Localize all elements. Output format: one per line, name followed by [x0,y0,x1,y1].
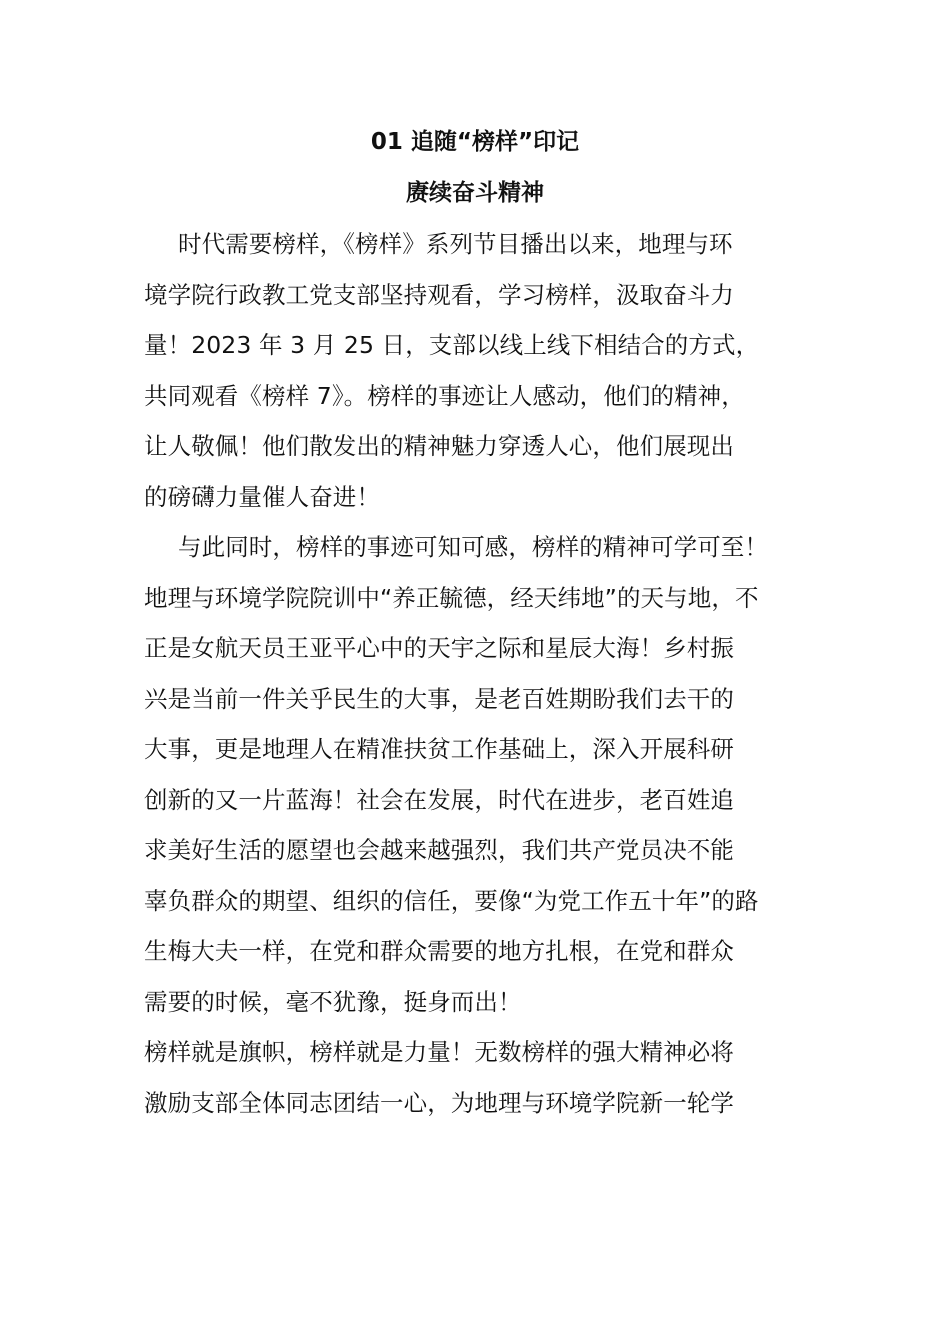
paragraph-3-line-1: 榜样就是旗帜，榜样就是力量！无数榜样的强大精神必将 [144,1038,734,1066]
paragraph-1-line-3: 量！2023 年 3 月 25 日，支部以线上线下相结合的方式， [144,331,760,359]
document-subtitle: 赓续奋斗精神 [406,180,544,206]
paragraph-2-line-8: 辜负群众的期望、组织的信任，要像“为党工作五十年”的路 [144,887,759,915]
paragraph-1-line-4: 共同观看《榜样 7》。榜样的事迹让人感动，他们的精神， [144,382,745,410]
paragraph-2-line-6: 创新的又一片蓝海！社会在发展，时代在进步，老百姓追 [144,786,734,814]
paragraph-1-line-1: 时代需要榜样，《榜样》系列节目播出以来，地理与环 [178,230,733,258]
paragraph-2-line-4: 兴是当前一件关乎民生的大事，是老百姓期盼我们去干的 [144,685,734,713]
paragraph-2-line-2: 地理与环境学院院训中“养正毓德，经天纬地”的天与地，不 [144,584,759,612]
document-title: 01 追随“榜样”印记 [370,129,580,155]
paragraph-1-line-6: 的磅礴力量催人奋进！ [144,483,380,511]
paragraph-2-line-3: 正是女航天员王亚平心中的天宇之际和星辰大海！乡村振 [144,634,734,662]
paragraph-1-line-5: 让人敬佩！他们散发出的精神魅力穿透人心，他们展现出 [144,432,734,460]
paragraph-2-line-7: 求美好生活的愿望也会越来越强烈，我们共产党员决不能 [144,836,734,864]
paragraph-2-line-5: 大事，更是地理人在精准扶贫工作基础上，深入开展科研 [144,735,734,763]
paragraph-2-line-9: 生梅大夫一样，在党和群众需要的地方扎根，在党和群众 [144,937,734,965]
paragraph-2-line-10: 需要的时候，毫不犹豫，挺身而出！ [144,988,522,1016]
paragraph-3-line-2: 激励支部全体同志团结一心，为地理与环境学院新一轮学 [144,1089,734,1117]
paragraph-2-line-1: 与此同时，榜样的事迹可知可感，榜样的精神可学可至！ [178,533,768,561]
paragraph-1-line-2: 境学院行政教工党支部坚持观看，学习榜样，汲取奋斗力 [144,281,734,309]
